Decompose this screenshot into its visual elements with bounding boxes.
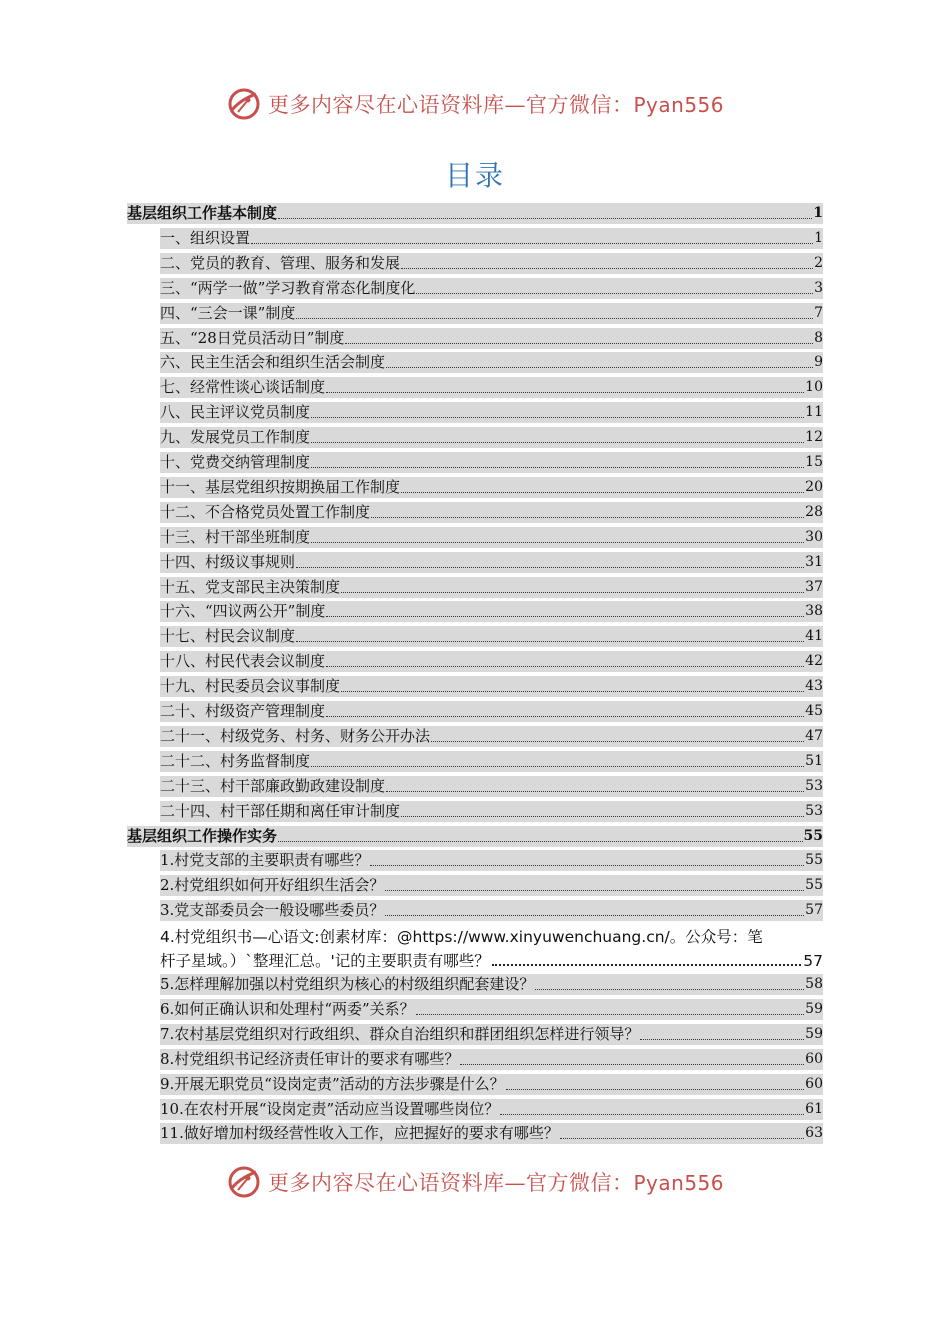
toc-dot-leader (311, 402, 804, 418)
toc-dot-leader (278, 203, 812, 219)
toc-dot-leader (416, 278, 813, 294)
toc-entry-page: 58 (805, 976, 823, 992)
toc-entry-title: 十八、村民代表会议制度 (160, 652, 326, 671)
toc-section-heading[interactable] (127, 826, 823, 847)
footer-banner (0, 1162, 950, 1202)
toc-entry-page: 1 (814, 229, 823, 246)
toc-entry-title: 6.如何正确认识和处理村“两委”关系？ (160, 999, 415, 1018)
toc-entry-page: 15 (805, 454, 823, 470)
wechat-id: Pyan556 (633, 93, 724, 117)
toc-entry-title: 3.党支部委员会一般设哪些委员？ (160, 901, 385, 920)
toc-entry-page: 55 (805, 852, 823, 869)
toc-entry-page: 51 (805, 752, 823, 769)
toc-dot-leader (326, 701, 804, 717)
toc-entry-title: 十一、基层党组织按期换届工作制度 (160, 477, 401, 496)
toc-entry-page: 42 (805, 653, 823, 670)
toc-entry-page: 60 (805, 1050, 823, 1067)
toc-entry-title: 八、民主评议党员制度 (160, 403, 311, 422)
toc-dot-leader (278, 826, 803, 842)
toc-entry-page: 45 (805, 703, 823, 719)
toc-dot-leader (311, 527, 804, 543)
toc-dot-leader (500, 1099, 804, 1115)
toc-entry-title: 2.村党组织如何开好组织生活会？ (160, 876, 385, 895)
toc-entry-title: 十六、“四议两公开”制度 (160, 602, 326, 621)
toc-entry[interactable] (160, 1024, 823, 1045)
toc-entry[interactable] (160, 352, 823, 373)
toc-entry-page: 37 (805, 578, 823, 595)
toc-entry-page: 55 (805, 877, 823, 894)
toc-entry[interactable] (160, 253, 823, 274)
toc-entry-title: 十七、村民会议制度 (160, 627, 296, 646)
toc-entry[interactable] (160, 999, 823, 1020)
toc-entry-page: 60 (805, 1075, 823, 1092)
toc-dot-leader (326, 601, 804, 617)
toc-entry-page: 10 (805, 379, 823, 396)
toc-entry[interactable] (160, 1049, 823, 1070)
toc-dot-leader (311, 427, 804, 443)
toc-entry-title: 十九、村民委员会议事制度 (160, 677, 341, 696)
toc-entry-title: 9.开展无职党员“设岗定责”活动的方法步骤是什么？ (160, 1074, 505, 1093)
toc-dot-leader (311, 751, 804, 767)
toc-entry-special-line2: 杆子星域。）`整理汇总。'记的主要职责有哪些？ (160, 952, 490, 970)
page-title: 目录 (444, 159, 505, 192)
toc-entry-title: 三、“两学一做”学习教育常态化制度化 (160, 278, 416, 297)
toc-entry[interactable] (160, 626, 823, 647)
toc-entry-title: 十四、村级议事规则 (160, 552, 296, 571)
toc-entry-page: 59 (805, 1000, 823, 1017)
toc-entry-page: 59 (805, 1025, 823, 1042)
toc-entry[interactable] (160, 776, 823, 797)
toc-entry[interactable] (160, 278, 823, 299)
toc-dot-leader (460, 1049, 804, 1065)
toc-entry-title: 1.村党支部的主要职责有哪些？ (160, 851, 370, 870)
toc-dot-leader (296, 303, 813, 319)
toc-entry-title: 七、经常性谈心谈话制度 (160, 378, 326, 397)
toc-entry-title: 二十二、村务监督制度 (160, 751, 311, 770)
toc-section-heading[interactable] (127, 203, 823, 224)
toc-entry-page: 7 (814, 304, 823, 321)
toc-entry[interactable] (160, 850, 823, 871)
toc-entry-title: 基层组织工作操作实务 (127, 826, 278, 845)
toc-entry-title: 二十三、村干部廉政勤政建设制度 (160, 776, 386, 795)
toc-entry-page: 1 (813, 205, 823, 221)
toc-entry-page: 2 (814, 254, 823, 271)
toc-entry-special[interactable] (160, 925, 823, 973)
toc-entry-title: 二十一、村级党务、村务、财务公开办法 (160, 726, 431, 745)
toc-entry[interactable] (160, 1123, 823, 1144)
toc-dot-leader (431, 726, 804, 742)
toc-entry-special-line1: 4.村党组织书—心语文:创素材库：@https://www.xinyuwenchuang.cn/。公众号：笔 (160, 928, 763, 946)
toc-entry-page: 8 (814, 329, 823, 346)
toc-dot-leader (296, 626, 804, 642)
toc-dot-leader (326, 377, 804, 393)
toc-entry-page: 63 (805, 1125, 823, 1142)
toc-dot-leader (311, 452, 804, 468)
toc-dot-leader (326, 651, 804, 667)
toc-dot-leader (386, 776, 804, 792)
toc-entry-page: 53 (805, 777, 823, 794)
toc-entry-page: 12 (805, 429, 823, 446)
toc-entry[interactable] (160, 527, 823, 548)
toc-dot-leader (640, 1024, 804, 1040)
toc-dot-leader (341, 676, 804, 692)
toc-entry[interactable] (160, 427, 823, 448)
toc-entry[interactable] (160, 601, 823, 622)
banner-text: 更多内容尽在心语资料库—官方微信：Pyan556 (267, 93, 724, 117)
toc-entry-title: 8.村党组织书记经济责任审计的要求有哪些？ (160, 1049, 460, 1068)
toc-entry[interactable] (160, 1099, 823, 1120)
toc-entry-title: 二十、村级资产管理制度 (160, 702, 326, 720)
toc-entry[interactable] (160, 452, 823, 473)
toc-entry-title: 11.做好增加村级经营性收入工作，应把握好的要求有哪些？ (160, 1124, 559, 1143)
banner-text: 更多内容尽在心语资料库—官方微信：Pyan556 (267, 1171, 724, 1195)
toc-entry-page: 55 (803, 827, 823, 844)
toc-entry[interactable] (160, 801, 823, 822)
toc-entry-page: 41 (805, 628, 823, 645)
header-banner (0, 84, 950, 124)
toc-dot-leader (506, 1074, 805, 1090)
toc-dot-leader (401, 801, 804, 817)
toc-entry[interactable] (160, 552, 823, 573)
toc-dot-leader (401, 477, 804, 493)
toc-entry-title: 十三、村干部坐班制度 (160, 527, 311, 546)
toc-entry-title: 十二、不合格党员处置工作制度 (160, 502, 371, 521)
toc-entry-title: 一、组织设置 (160, 228, 251, 247)
toc-entry[interactable] (160, 377, 823, 398)
toc-entry-title: 九、发展党员工作制度 (160, 428, 311, 447)
toc-entry-page: 11 (805, 404, 823, 421)
toc-entry-special-page: 57 (803, 952, 823, 970)
toc-entry-title: 7.农村基层党组织对行政组织、群众自治组织和群团组织怎样进行领导？ (160, 1024, 640, 1043)
toc-entry[interactable] (160, 303, 823, 324)
toc-dot-leader (535, 974, 804, 990)
toc-entry[interactable] (160, 651, 823, 672)
toc-entry-page: 61 (805, 1100, 823, 1117)
toc-dot-leader (416, 999, 805, 1015)
toc-entry-page: 28 (805, 503, 823, 520)
toc-entry-title: 10.在农村开展“设岗定责”活动应当设置哪些岗位？ (160, 1099, 500, 1118)
toc-entry[interactable] (160, 577, 823, 598)
logo-icon (226, 1164, 262, 1200)
toc-entry-page: 31 (805, 553, 823, 570)
toc-entry-title: 十、党费交纳管理制度 (160, 453, 311, 471)
toc-entry-page: 20 (805, 478, 823, 495)
toc-entry[interactable] (160, 676, 823, 697)
toc-dot-leader (386, 352, 813, 368)
toc-entry[interactable] (160, 502, 823, 523)
toc-entry[interactable] (160, 900, 823, 921)
toc-dot-leader (341, 577, 804, 593)
toc-dot-leader (345, 328, 813, 344)
toc-entry[interactable] (160, 1074, 823, 1095)
toc-entry-page: 38 (805, 603, 823, 620)
toc-entry-title: 二十四、村干部任期和离任审计制度 (160, 801, 401, 820)
toc-entry[interactable] (160, 477, 823, 498)
toc-entry[interactable] (160, 726, 823, 747)
toc-entry-page: 3 (814, 279, 823, 296)
toc-dot-leader (560, 1123, 804, 1139)
toc-entry[interactable] (160, 875, 823, 896)
toc-dot-leader (492, 949, 802, 966)
toc-entry-title: 六、民主生活会和组织生活会制度 (160, 353, 386, 372)
toc-entry-page: 47 (805, 727, 823, 744)
toc-entry-page: 9 (814, 354, 823, 371)
toc-entry-title: 5.怎样理解加强以村党组织为核心的村级组织配套建设？ (160, 975, 535, 993)
toc-entry[interactable] (160, 402, 823, 423)
toc-entry[interactable] (160, 974, 823, 995)
toc-entry-title: 五、“28日党员活动日”制度 (160, 328, 345, 347)
toc-entry-page: 53 (805, 802, 823, 819)
toc-entry-title: 二、党员的教育、管理、服务和发展 (160, 253, 401, 272)
toc-entry-title: 十五、党支部民主决策制度 (160, 577, 341, 596)
toc-entry[interactable] (160, 751, 823, 772)
toc-dot-leader (371, 502, 804, 518)
toc-dot-leader (296, 552, 804, 568)
toc-entry-title: 基层组织工作基本制度 (127, 204, 278, 222)
toc-dot-leader (251, 228, 813, 244)
toc-entry-page: 43 (805, 678, 823, 695)
toc-dot-leader (401, 253, 813, 269)
toc-entry-title: 四、“三会一课”制度 (160, 303, 296, 322)
logo-icon (226, 86, 262, 122)
toc-entry[interactable] (160, 701, 823, 722)
toc-dot-leader (370, 850, 804, 866)
toc-entry[interactable] (160, 228, 823, 249)
toc-entry-page: 57 (805, 902, 823, 919)
toc-entry-page: 30 (805, 528, 823, 545)
wechat-id: Pyan556 (633, 1171, 724, 1195)
toc-dot-leader (385, 900, 804, 916)
toc-entry[interactable] (160, 328, 823, 349)
toc-dot-leader (385, 875, 804, 891)
